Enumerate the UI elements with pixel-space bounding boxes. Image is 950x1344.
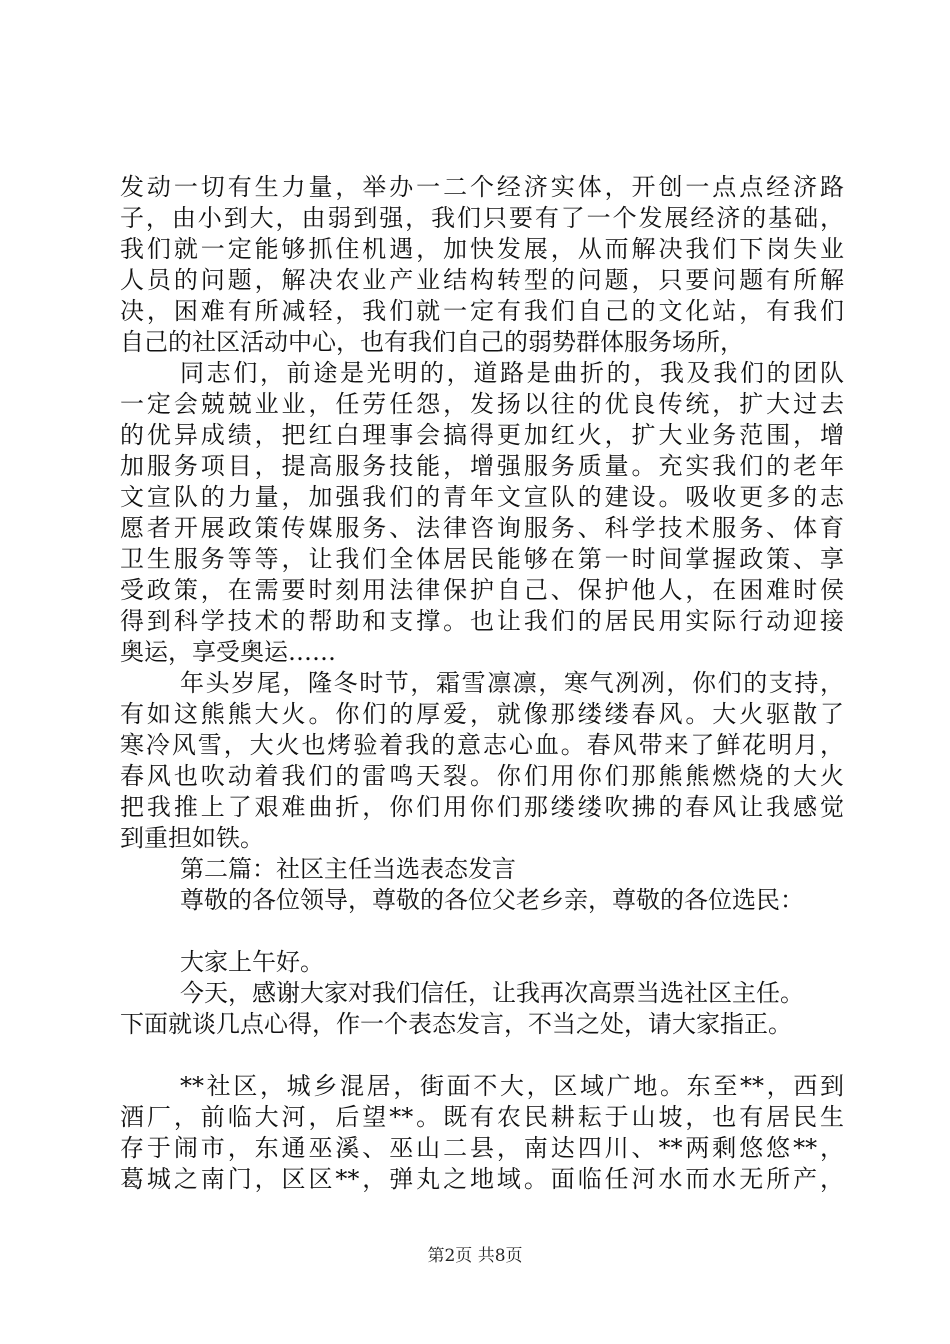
text-line: 加服务项目，提高服务技能，增强服务质量。充实我们的老年 [120,452,844,480]
text-line: 到重担如铁。 [120,824,264,852]
section-heading: 第二篇：社区主任当选表态发言 [180,855,516,883]
salutation: 尊敬的各位领导，尊敬的各位父老乡亲，尊敬的各位选民： [180,886,804,914]
text-line: 年头岁尾，隆冬时节，霜雪凛凛，寒气冽冽，你们的支持， [180,669,844,697]
blank-line [120,916,844,947]
text-line: 酒厂，前临大河，后望**。既有农民耕耘于山坡，也有居民生 [120,1103,844,1131]
text-line: **社区，城乡混居，街面不大，区域广地。东至**，西到 [180,1072,844,1100]
text-line: 寒冷风雪，大火也烤验着我的意志心血。春风带来了鲜花明月， [120,731,844,759]
text-line: 存于闹市，东通巫溪、巫山二县，南达四川、**两剩悠悠**， [120,1134,844,1162]
text-line: 有如这熊熊大火。你们的厚爱，就像那缕缕春风。大火驱散了 [120,700,844,728]
body-text [120,172,844,1195]
text-line: 决，困难有所减轻，我们就一定有我们自己的文化站，有我们 [120,297,844,325]
text-line: 受政策，在需要时刻用法律保护自己、保护他人，在困难时侯 [120,576,844,604]
text-line: 今天，感谢大家对我们信任，让我再次高票当选社区主任。 [180,979,804,1007]
text-line: 春风也吹动着我们的雷鸣天裂。你们用你们那熊熊燃烧的大火 [120,762,844,790]
blank-line [120,1040,844,1071]
text-line: 得到科学技术的帮助和支撑。也让我们的居民用实际行动迎接 [120,607,844,635]
text-line: 奥运，享受奥运…… [120,638,336,666]
text-line: 把我推上了艰难曲折，你们用你们那缕缕吹拂的春风让我感觉 [120,793,844,821]
text-line: 一定会兢兢业业，任劳任怨，发扬以往的优良传统，扩大过去 [120,390,844,418]
text-line: 的优异成绩，把红白理事会搞得更加红火，扩大业务范围，增 [120,421,844,449]
text-line: 子，由小到大，由弱到强，我们只要有了一个发展经济的基础， [120,204,844,232]
text-line: 自己的社区活动中心，也有我们自己的弱势群体服务场所， [120,328,744,356]
text-line: 卫生服务等等，让我们全体居民能够在第一时间掌握政策、享 [120,545,844,573]
greeting: 大家上午好。 [180,948,324,976]
text-line: 愿者开展政策传媒服务、法律咨询服务、科学技术服务、体育 [120,514,844,542]
text-line: 发动一切有生力量，举办一二个经济实体，开创一点点经济路 [120,173,844,201]
page-number-footer: 第2页 共8页 [427,1246,523,1266]
text-line: 人员的问题，解决农业产业结构转型的问题，只要问题有所解 [120,266,844,294]
text-line: 我们就一定能够抓住机遇，加快发展，从而解决我们下岗失业 [120,235,844,263]
text-line: 下面就谈几点心得，作一个表态发言，不当之处，请大家指正。 [120,1010,792,1038]
text-line: 葛城之南门，区区**，弹丸之地域。面临任河水而水无所产， [120,1165,844,1193]
text-line: 文宣队的力量，加强我们的青年文宣队的建设。吸收更多的志 [120,483,844,511]
text-line: 同志们，前途是光明的，道路是曲折的，我及我们的团队 [180,359,844,387]
